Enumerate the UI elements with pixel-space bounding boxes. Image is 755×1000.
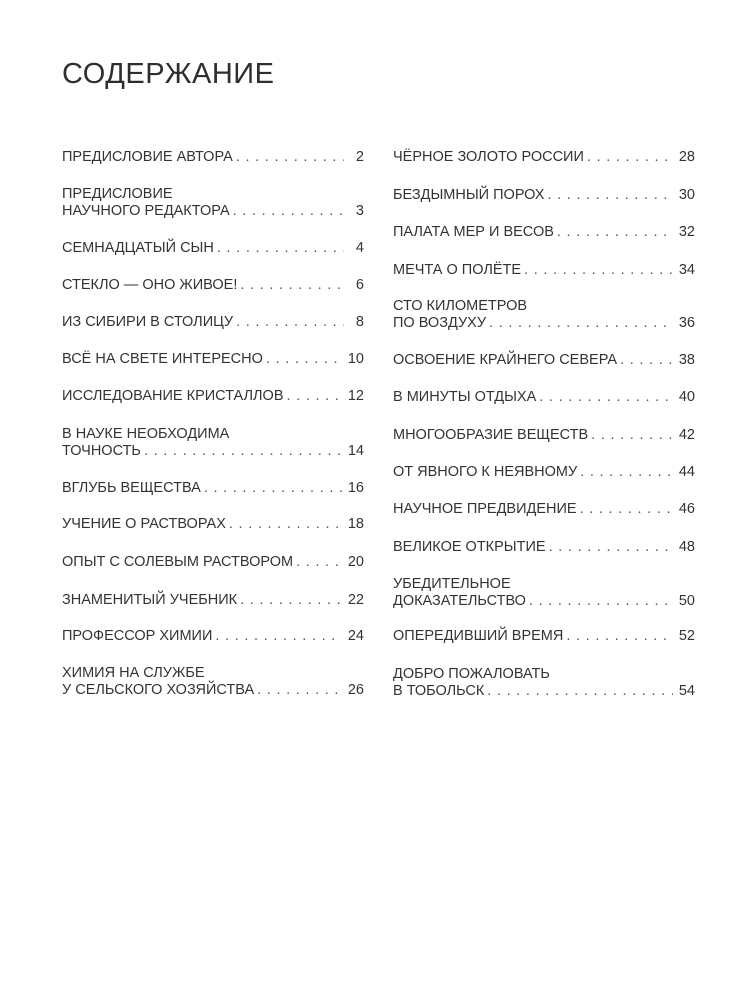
toc-dot-leader	[587, 149, 673, 166]
toc-entry[interactable]	[62, 628, 364, 645]
toc-entry[interactable]	[62, 186, 364, 220]
toc-entry-title: ВСЁ НА СВЕТЕ ИНТЕРЕСНО	[62, 351, 263, 367]
toc-page-number: 8	[355, 314, 364, 330]
toc-entry-title: ОПЕРЕДИВШИЙ ВРЕМЯ	[393, 628, 564, 644]
toc-dot-leader	[215, 628, 341, 645]
toc-dot-leader	[566, 628, 673, 645]
toc-entry-title: УЧЕНИЕ О РАСТВОРАХ	[62, 516, 226, 532]
toc-entry[interactable]	[62, 516, 364, 533]
toc-dot-leader	[580, 501, 673, 518]
toc-entry-title: СТЕКЛО — ОНО ЖИВОЕ!	[62, 277, 238, 293]
toc-page-number: 12	[347, 388, 364, 404]
toc-dot-leader	[236, 314, 344, 331]
toc-entry[interactable]	[62, 277, 364, 294]
toc-entry[interactable]	[393, 576, 695, 610]
page-title: СОДЕРЖАНИЕ	[62, 58, 275, 90]
toc-entry-title: БЕЗДЫМНЫЙ ПОРОХ	[393, 187, 545, 203]
toc-entry[interactable]	[62, 592, 364, 609]
toc-entry-title-continued: ТОЧНОСТЬ	[62, 443, 141, 459]
toc-dot-leader	[529, 593, 673, 610]
toc-page-number: 24	[347, 628, 364, 644]
toc-page-number: 36	[678, 315, 695, 331]
toc-entry-title: ОПЫТ С СОЛЕВЫМ РАСТВОРОМ	[62, 554, 294, 570]
toc-dot-leader	[257, 682, 342, 699]
toc-entry[interactable]	[62, 554, 364, 571]
toc-page-number: 14	[347, 443, 364, 459]
toc-entry[interactable]	[393, 298, 695, 332]
toc-page-number: 38	[678, 352, 695, 368]
toc-entry[interactable]	[62, 314, 364, 331]
toc-entry-title: ИССЛЕДОВАНИЕ КРИСТАЛЛОВ	[62, 388, 284, 404]
toc-dot-leader	[233, 203, 344, 220]
toc-column-right	[393, 0, 695, 1000]
toc-entry[interactable]	[393, 149, 695, 166]
toc-entry-title: ОСВОЕНИЕ КРАЙНЕГО СЕВЕРА	[393, 352, 618, 368]
toc-entry[interactable]	[393, 666, 695, 700]
toc-entry[interactable]	[393, 389, 695, 406]
toc-entry[interactable]	[62, 426, 364, 460]
toc-entry[interactable]	[62, 351, 364, 368]
toc-page-number: 44	[678, 464, 695, 480]
toc-page-number: 22	[347, 592, 364, 608]
toc-dot-leader	[539, 389, 673, 406]
toc-entry-title-continued: В ТОБОЛЬСК	[393, 683, 485, 699]
toc-entry[interactable]	[393, 262, 695, 279]
toc-dot-leader	[144, 443, 342, 460]
toc-page-number: 26	[347, 682, 364, 698]
toc-page-number: 54	[678, 683, 695, 699]
toc-entry-title: СЕМНАДЦАТЫЙ СЫН	[62, 240, 214, 256]
toc-entry[interactable]	[62, 149, 364, 166]
toc-page-number: 52	[678, 628, 695, 644]
toc-entry[interactable]	[393, 352, 695, 369]
toc-entry-title: ПРОФЕССОР ХИМИИ	[62, 628, 213, 644]
toc-dot-leader	[489, 315, 673, 332]
toc-page-number: 42	[678, 427, 695, 443]
toc-entry-title-continued: ПО ВОЗДУХУ	[393, 315, 487, 331]
toc-entry-title: ИЗ СИБИРИ В СТОЛИЦУ	[62, 314, 234, 330]
toc-page-number: 10	[347, 351, 364, 367]
toc-entry-title: МНОГООБРАЗИЕ ВЕЩЕСТВ	[393, 427, 589, 443]
toc-entry-title: ВГЛУБЬ ВЕЩЕСТВА	[62, 480, 201, 496]
toc-dot-leader	[487, 683, 673, 700]
toc-entry-title: ЗНАМЕНИТЫЙ УЧЕБНИК	[62, 592, 238, 608]
toc-page-number: 20	[347, 554, 364, 570]
toc-page-number: 48	[678, 539, 695, 555]
toc-dot-leader	[620, 352, 673, 369]
toc-page-number: 34	[678, 262, 695, 278]
toc-dot-leader	[580, 464, 673, 481]
toc-entry-title: В НАУКЕ НЕОБХОДИМА	[62, 426, 230, 442]
toc-page-number: 46	[678, 501, 695, 517]
toc-entry[interactable]	[393, 501, 695, 518]
toc-dot-leader	[557, 224, 673, 241]
toc-entry-title: ДОБРО ПОЖАЛОВАТЬ	[393, 666, 550, 682]
toc-entry[interactable]	[393, 427, 695, 444]
toc-page-number: 6	[355, 277, 364, 293]
toc-column-left	[62, 0, 364, 1000]
toc-entry-title: НАУЧНОЕ ПРЕДВИДЕНИЕ	[393, 501, 577, 517]
toc-entry-title: УБЕДИТЕЛЬНОЕ	[393, 576, 511, 592]
toc-entry[interactable]	[393, 539, 695, 556]
toc-dot-leader	[236, 149, 344, 166]
toc-entry-title-continued: У СЕЛЬСКОГО ХОЗЯЙСТВА	[62, 682, 255, 698]
toc-page-number: 28	[678, 149, 695, 165]
toc-dot-leader	[240, 277, 344, 294]
toc-entry-title: ПРЕДИСЛОВИЕ	[62, 186, 173, 202]
toc-page-number: 40	[678, 389, 695, 405]
toc-entry[interactable]	[62, 388, 364, 405]
toc-entry-title-continued: ДОКАЗАТЕЛЬСТВО	[393, 593, 526, 609]
toc-dot-leader	[547, 187, 672, 204]
toc-dot-leader	[549, 539, 673, 556]
toc-page-number: 2	[355, 149, 364, 165]
toc-entry[interactable]	[393, 187, 695, 204]
toc-dot-leader	[524, 262, 673, 279]
toc-entry-title: ПРЕДИСЛОВИЕ АВТОРА	[62, 149, 233, 165]
toc-entry[interactable]	[62, 480, 364, 497]
toc-entry[interactable]	[393, 628, 695, 645]
toc-entry[interactable]	[393, 224, 695, 241]
toc-page-number: 50	[678, 593, 695, 609]
toc-entry-title: МЕЧТА О ПОЛЁТЕ	[393, 262, 522, 278]
toc-entry-title: ЧЁРНОЕ ЗОЛОТО РОССИИ	[393, 149, 584, 165]
toc-dot-leader	[204, 480, 342, 497]
toc-dot-leader	[287, 388, 342, 405]
toc-dot-leader	[296, 554, 342, 571]
toc-dot-leader	[591, 427, 673, 444]
toc-dot-leader	[240, 592, 342, 609]
toc-entry-title: В МИНУТЫ ОТДЫХА	[393, 389, 537, 405]
toc-dot-leader	[266, 351, 342, 368]
toc-page-number: 3	[355, 203, 364, 219]
toc-entry-title: ПАЛАТА МЕР И ВЕСОВ	[393, 224, 554, 240]
toc-entry-title: ХИМИЯ НА СЛУЖБЕ	[62, 665, 205, 681]
toc-entry-title: ОТ ЯВНОГО К НЕЯВНОМУ	[393, 464, 578, 480]
toc-page-number: 30	[678, 187, 695, 203]
toc-dot-leader	[217, 240, 344, 257]
toc-entry[interactable]	[62, 665, 364, 699]
toc-page-number: 32	[678, 224, 695, 240]
toc-dot-leader	[229, 516, 342, 533]
toc-page-number: 4	[355, 240, 364, 256]
toc-entry-title: СТО КИЛОМЕТРОВ	[393, 298, 528, 314]
toc-page-number: 16	[347, 480, 364, 496]
toc-entry[interactable]	[62, 240, 364, 257]
toc-entry-title-continued: НАУЧНОГО РЕДАКТОРА	[62, 203, 230, 219]
toc-entry-title: ВЕЛИКОЕ ОТКРЫТИЕ	[393, 539, 546, 555]
toc-page-number: 18	[347, 516, 364, 532]
toc-entry[interactable]	[393, 464, 695, 481]
